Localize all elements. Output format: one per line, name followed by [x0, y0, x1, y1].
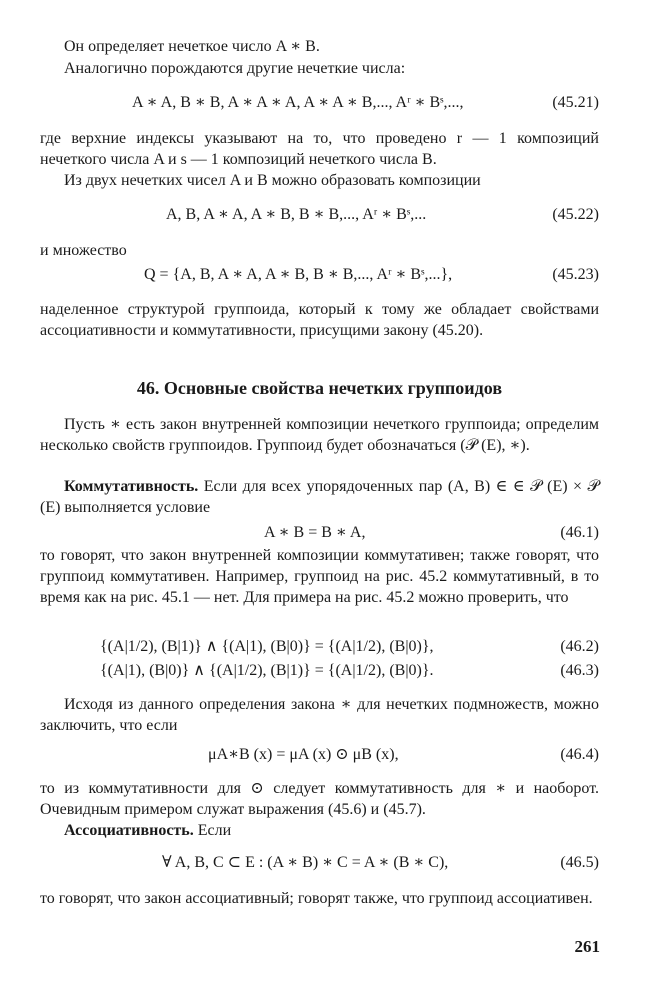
equation-expression: A, B, A ∗ A, A ∗ B, B ∗ B,..., Aʳ ∗ Bˢ,...: [166, 206, 427, 223]
paragraph-5: наделенное структурой группоида, который к тому же обладает свойствами ассоциативности и коммутативности, присущими закону (45.20).: [40, 301, 599, 339]
equation-46-5: [40, 852, 599, 874]
paragraph-6: Пусть ∗ есть закон внутренней композиции нечеткого группоида; определим несколько свойств группоидов. Группоид будет обозначаться (𝒫 (E), ∗).: [40, 416, 599, 454]
equation-46-4: [40, 744, 599, 766]
equation-number: (46.2): [560, 638, 599, 655]
term-associativity: Ассоциативность.: [64, 822, 194, 839]
equation-45-22: [40, 204, 599, 226]
section-heading: 46. Основные свойства нечетких группоидов: [136, 378, 503, 398]
equation-46-3: [40, 660, 599, 682]
equation-number: (45.21): [552, 94, 599, 111]
paragraph-11-text: Если: [193, 822, 232, 839]
equation-expression: ∀ A, B, C ⊂ E : (A ∗ B) ∗ C = A ∗ (B ∗ C),: [162, 854, 449, 871]
equation-number: (46.5): [560, 854, 599, 871]
page-number: 261: [574, 937, 600, 956]
paragraph-10: то из коммутативности для ⊙ следует коммутативность для ∗ и наоборот. Очевидным примером служат выражения (45.6) и (45.7).: [40, 780, 599, 818]
equation-number: (46.1): [560, 524, 599, 541]
paragraph-9: Исходя из данного определения закона ∗ для нечетких подмножеств, можно заключить, что если: [40, 696, 599, 734]
equation-45-23: [40, 264, 599, 286]
equation-number: (45.23): [552, 266, 599, 283]
paragraph-7: [40, 476, 599, 518]
equation-46-1: [40, 522, 599, 544]
paragraph-1-line-2: Аналогично порождаются другие нечеткие числа:: [64, 60, 406, 77]
term-commutativity: Коммутативность.: [64, 478, 199, 495]
paragraph-8: то говорят, что закон внутренней композиции коммутативен; также говорят, что группоид коммутативен. Например, группоид на рис. 45.2 коммутативный, в то время как на рис. 45.1 — нет. Для примера на рис. 45.2 можно проверить, что: [40, 547, 599, 606]
equation-number: (46.3): [560, 662, 599, 679]
equation-expression: {(A|1/2), (B|1)} ∧ {(A|1), (B|0)} = {(A|1/2), (B|0)},: [100, 638, 434, 655]
paragraph-1-line-1: Он определяет нечеткое число A ∗ B.: [64, 38, 320, 55]
paragraph-3: Из двух нечетких чисел A и B можно образовать композиции: [64, 172, 481, 189]
paragraph-7-text: Если для всех упорядоченных пар (A, B) ∈ ∈ 𝒫 (E) × 𝒫 (E) выполняется условие: [40, 478, 599, 516]
equation-45-21: [40, 92, 599, 114]
paragraph-12: то говорят, что закон ассоциативный; говорят также, что группоид ассоциативен.: [40, 890, 593, 907]
paragraph-2: где верхние индексы указывают на то, что проведено r — 1 композиций нечеткого числа A и s — 1 композиций нечеткого числа B.: [40, 130, 599, 168]
equation-expression: Q = {A, B, A ∗ A, A ∗ B, B ∗ B,..., Aʳ ∗ Bˢ,...},: [144, 266, 453, 283]
equation-number: (45.22): [552, 206, 599, 223]
equation-46-2: [40, 636, 599, 658]
paragraph-4: и множество: [40, 242, 127, 259]
equation-expression: {(A|1), (B|0)} ∧ {(A|1/2), (B|1)} = {(A|1/2), (B|0)}.: [100, 662, 434, 679]
equation-number: (46.4): [560, 746, 599, 763]
equation-expression: A ∗ B = B ∗ A,: [264, 524, 366, 541]
equation-expression: A ∗ A, B ∗ B, A ∗ A ∗ A, A ∗ A ∗ B,..., Aʳ ∗ Bˢ,...,: [132, 94, 464, 111]
equation-expression: μA∗B (x) = μA (x) ⊙ μB (x),: [208, 746, 399, 763]
paragraph-11: [40, 820, 599, 841]
